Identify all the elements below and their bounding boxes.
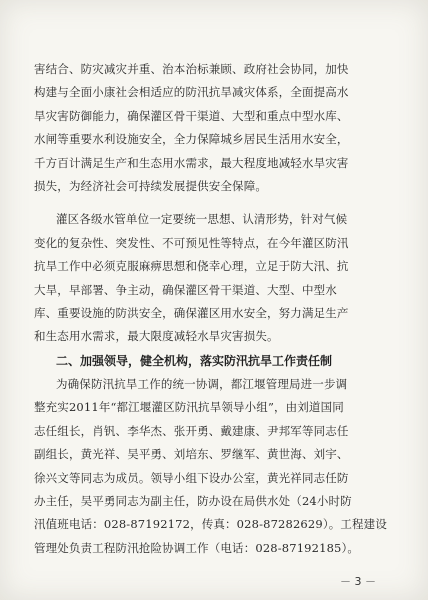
paragraph-requirements [34, 208, 390, 348]
paragraph-continued [34, 58, 390, 198]
text-line: 为确保防汛抗旱工作的统一协调，都江堰管理局进一步调 [56, 376, 348, 391]
text-line: 整充实2011年“都江堰灌区防汛抗旱领导小组”，由刘道国同 [34, 400, 344, 415]
page-number: － 3 － [340, 575, 376, 588]
document-body [34, 58, 390, 560]
section-heading: 二、加强领导，健全机构，落实防汛抗旱工作责任制 [56, 353, 333, 368]
text-line: 副组长，黄光祥、吴平勇、刘培东、罗继军、黄世海、刘宇、 [34, 447, 349, 462]
text-line: 构建与全面小康社会相适应的防汛抗旱减灾体系，全面提高水 [34, 85, 349, 100]
paragraph-leadership [34, 373, 390, 560]
text-line: 库、重要设施的防洪安全，确保灌区用水安全，努力满足生产 [34, 306, 349, 321]
text-line: 和生态用水需求，最大限度减轻水旱灾害损失。 [34, 329, 279, 344]
text-line: 害结合、防灾减灾并重、治本治标兼顾、政府社会协同，加快 [34, 62, 349, 76]
text-line: 旱灾害防御能力，确保灌区骨干渠道、大型和重点中型水库、 [34, 108, 349, 123]
text-line: 管理处负责工程防汛抢险协调工作（电话：028-87192185）。 [34, 540, 360, 555]
text-line: 办主任，吴平勇同志为副主任，防办设在局供水处（24小时防 [34, 493, 352, 508]
text-line: 变化的复杂性、突发性、不可预见性等特点，在今年灌区防汛 [34, 235, 349, 250]
text-line: 水闸等重要水利设施安全，全力保障城乡居民生活用水安全， [34, 132, 349, 147]
text-line: 徐兴文等同志为成员。领导小组下设办公室，黄光祥同志任防 [34, 470, 349, 485]
text-line: 千方百计满足生产和生态用水需求，最大程度地减轻水旱灾害 [34, 155, 349, 170]
text-line: 损失，为经济社会可持续发展提供安全保障。 [34, 179, 267, 194]
text-line: 志任组长，肖钒、李华杰、张开勇、戴建康、尹邦军等同志任 [34, 423, 349, 438]
text-line: 汛值班电话：028-87192172，传真：028-87282629）。工程建设 [34, 517, 387, 532]
text-line: 大旱，早部署、争主动，确保灌区骨干渠道、大型、中型水 [34, 282, 337, 297]
text-line: 抗旱工作中必须克服麻痹思想和侥幸心理，立足于防大汛、抗 [34, 259, 349, 274]
text-line: 灌区各级水管单位一定要统一思想、认清形势，针对气候 [56, 212, 348, 227]
